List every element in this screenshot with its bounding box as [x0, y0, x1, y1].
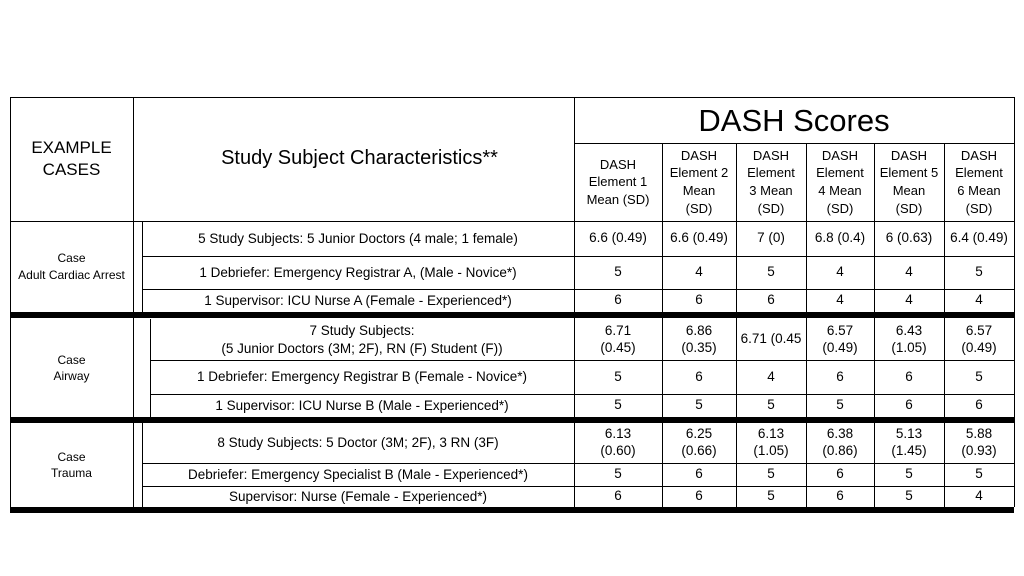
grid-line	[150, 360, 1014, 361]
score-cell: 6.6 (0.49)	[589, 230, 647, 246]
characteristics-header: Study Subject Characteristics**	[221, 147, 498, 170]
score-cell: 4	[975, 488, 983, 504]
subject-description: 1 Debriefer: Emergency Registrar A, (Male - Novice*)	[199, 264, 517, 280]
group-separator	[10, 507, 1014, 513]
score-cell: 6	[836, 368, 844, 384]
case-label: Case Trauma	[51, 449, 92, 480]
dash-element-header: DASH Element 1 Mean (SD)	[586, 156, 650, 207]
score-cell: 6	[767, 292, 775, 308]
score-cell: 6	[614, 488, 622, 504]
score-cell: 6.25 (0.66)	[681, 426, 717, 458]
dash-scores-header: DASH Scores	[698, 103, 890, 139]
score-cell: 6	[695, 466, 703, 482]
subject-description: 8 Study Subjects: 5 Doctor (3M; 2F), 3 RN (3F)	[217, 435, 499, 451]
score-cell: 6.6 (0.49)	[670, 230, 728, 246]
score-cell: 5	[767, 488, 775, 504]
score-cell: 6	[695, 488, 703, 504]
score-cell: 6.13 (1.05)	[753, 426, 789, 458]
score-cell: 6.43 (1.05)	[891, 322, 927, 355]
score-cell: 5	[767, 466, 775, 482]
grid-line	[142, 463, 1014, 464]
case-label: Case Airway	[53, 352, 90, 383]
score-cell: 6.13 (0.60)	[600, 426, 636, 458]
score-cell: 5	[836, 397, 844, 413]
grid-line	[133, 97, 134, 507]
subject-description: 1 Debriefer: Emergency Registrar B (Female - Novice*)	[196, 369, 528, 385]
score-cell: 5	[614, 466, 622, 482]
score-cell: 5	[767, 264, 775, 280]
score-cell: 6.71 (0.45	[740, 331, 802, 347]
score-cell: 6.71 (0.45)	[600, 322, 636, 355]
grid-line	[142, 486, 1014, 487]
score-cell: 5	[905, 466, 913, 482]
score-cell: 4	[767, 368, 775, 384]
score-cell: 5.88 (0.93)	[961, 426, 997, 458]
subject-description: 5 Study Subjects: 5 Junior Doctors (4 male; 1 female)	[198, 230, 518, 246]
score-cell: 6 (0.63)	[885, 230, 933, 246]
score-cell: 4	[695, 264, 703, 280]
score-cell: 6	[905, 368, 913, 384]
grid-line	[150, 394, 1014, 395]
subject-description: Supervisor: Nurse (Female - Experienced*)	[228, 488, 488, 504]
score-cell: 5	[975, 466, 983, 482]
score-cell: 6.57 (0.49)	[961, 322, 997, 355]
score-cell: 6.4 (0.49)	[950, 230, 1008, 246]
score-cell: 5	[975, 368, 983, 384]
score-cell: 5	[614, 397, 622, 413]
score-cell: 6	[695, 368, 703, 384]
subject-description: Debriefer: Emergency Specialist B (Male - Experienced*)	[188, 466, 528, 482]
grid-line	[574, 143, 1014, 144]
grid-line	[142, 256, 1014, 257]
score-cell: 6	[905, 397, 913, 413]
dash-element-header: DASH Element 2 Mean (SD)	[669, 147, 729, 216]
score-cell: 4	[975, 292, 983, 308]
grid-line	[142, 289, 1014, 290]
score-cell: 6.38 (0.86)	[822, 426, 858, 458]
score-cell: 5	[975, 264, 983, 280]
score-cell: 5	[614, 368, 622, 384]
group-separator	[10, 417, 1014, 423]
score-cell: 4	[905, 292, 913, 308]
score-cell: 4	[905, 264, 913, 280]
dash-element-header: DASH Element 3 Mean (SD)	[747, 147, 795, 216]
score-cell: 7 (0)	[757, 230, 785, 246]
score-cell: 6	[975, 397, 983, 413]
score-cell: 6.86 (0.35)	[681, 322, 717, 355]
dash-element-header: DASH Element 4 Mean (SD)	[816, 147, 864, 216]
score-cell: 6	[695, 292, 703, 308]
score-cell: 5	[767, 397, 775, 413]
score-cell: 4	[836, 264, 844, 280]
score-cell: 6	[836, 466, 844, 482]
group-separator	[10, 312, 1014, 318]
score-cell: 6.57 (0.49)	[822, 322, 858, 355]
example-cases-header: EXAMPLE CASES	[31, 138, 112, 179]
subject-description: 7 Study Subjects: (5 Junior Doctors (3M; 2F), RN (F) Student (F))	[221, 322, 503, 356]
score-cell: 5.13 (1.45)	[891, 426, 927, 458]
subject-description: 1 Supervisor: ICU Nurse B (Male - Experienced*)	[215, 397, 509, 413]
grid-line	[1014, 97, 1015, 507]
score-cell: 5	[905, 488, 913, 504]
score-cell: 5	[614, 264, 622, 280]
dash-element-header: DASH Element 5 Mean (SD)	[879, 147, 939, 216]
subject-description: 1 Supervisor: ICU Nurse A (Female - Experienced*)	[204, 292, 512, 308]
score-cell: 4	[836, 292, 844, 308]
score-cell: 6	[614, 292, 622, 308]
dash-element-header: DASH Element 6 Mean (SD)	[955, 147, 1003, 216]
score-cell: 5	[695, 397, 703, 413]
grid-line	[10, 97, 1014, 98]
score-cell: 6	[836, 488, 844, 504]
case-label: Case Adult Cardiac Arrest	[18, 251, 125, 282]
score-cell: 6.8 (0.4)	[814, 230, 866, 246]
